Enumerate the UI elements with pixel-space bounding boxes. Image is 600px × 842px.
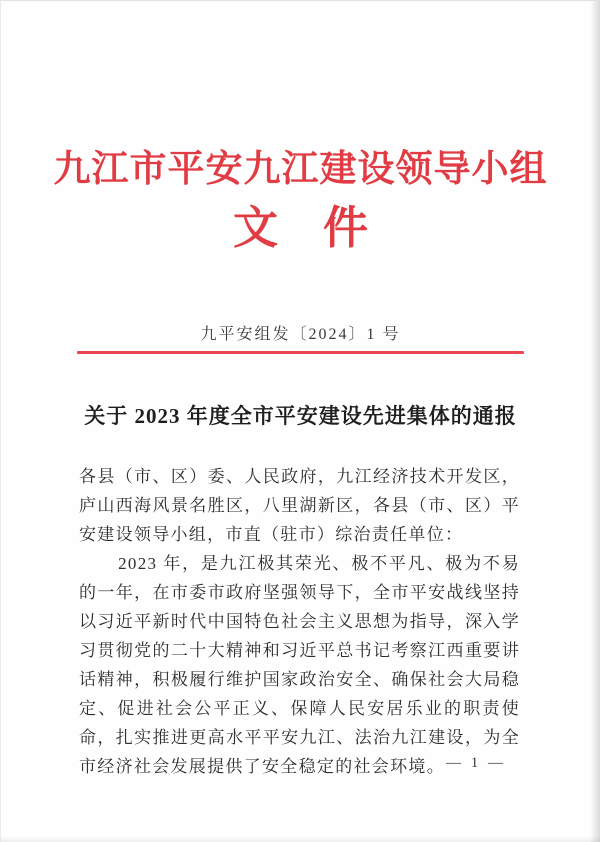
salutation-paragraph: 各县（市、区）委、人民政府，九江经济技术开发区，庐山西海风景名胜区，八里湖新区，各县（市、区）平安建设领导小组，市直（驻市）综治责任单位： [79, 467, 520, 545]
scan-edge-shadow-bottom [1, 836, 600, 842]
letterhead-doc-type: 文 件 [232, 203, 368, 254]
document-title: 关于 2023 年度全市平安建设先进集体的通报 [84, 404, 517, 429]
red-divider-line [77, 351, 524, 354]
document-number: 九平安组发〔2024〕1 号 [200, 326, 401, 344]
letterhead-org-name: 九江市平安九江建设领导小组 [53, 149, 548, 190]
document-body [79, 462, 520, 781]
body-paragraph: 2023 年，是九江极其荣光、极不平凡、极为不易的一年，在市委市政府坚强领导下，全市平安战线坚持以习近平新时代中国特色社会主义思想为指导，深入学习贯彻党的二十大精神和习近平总书记考察江西重要讲话精神，积极履行维护国家政治安全、确保社会大局稳定、促进社会公平正义、保障人民安居乐业的职责使命，扎实推进更高水平平安九江、法治九江建设，为全市经济社会发展提供了安全稳定的社会环境。 [79, 554, 520, 777]
page-number: — 1 — [446, 755, 506, 771]
